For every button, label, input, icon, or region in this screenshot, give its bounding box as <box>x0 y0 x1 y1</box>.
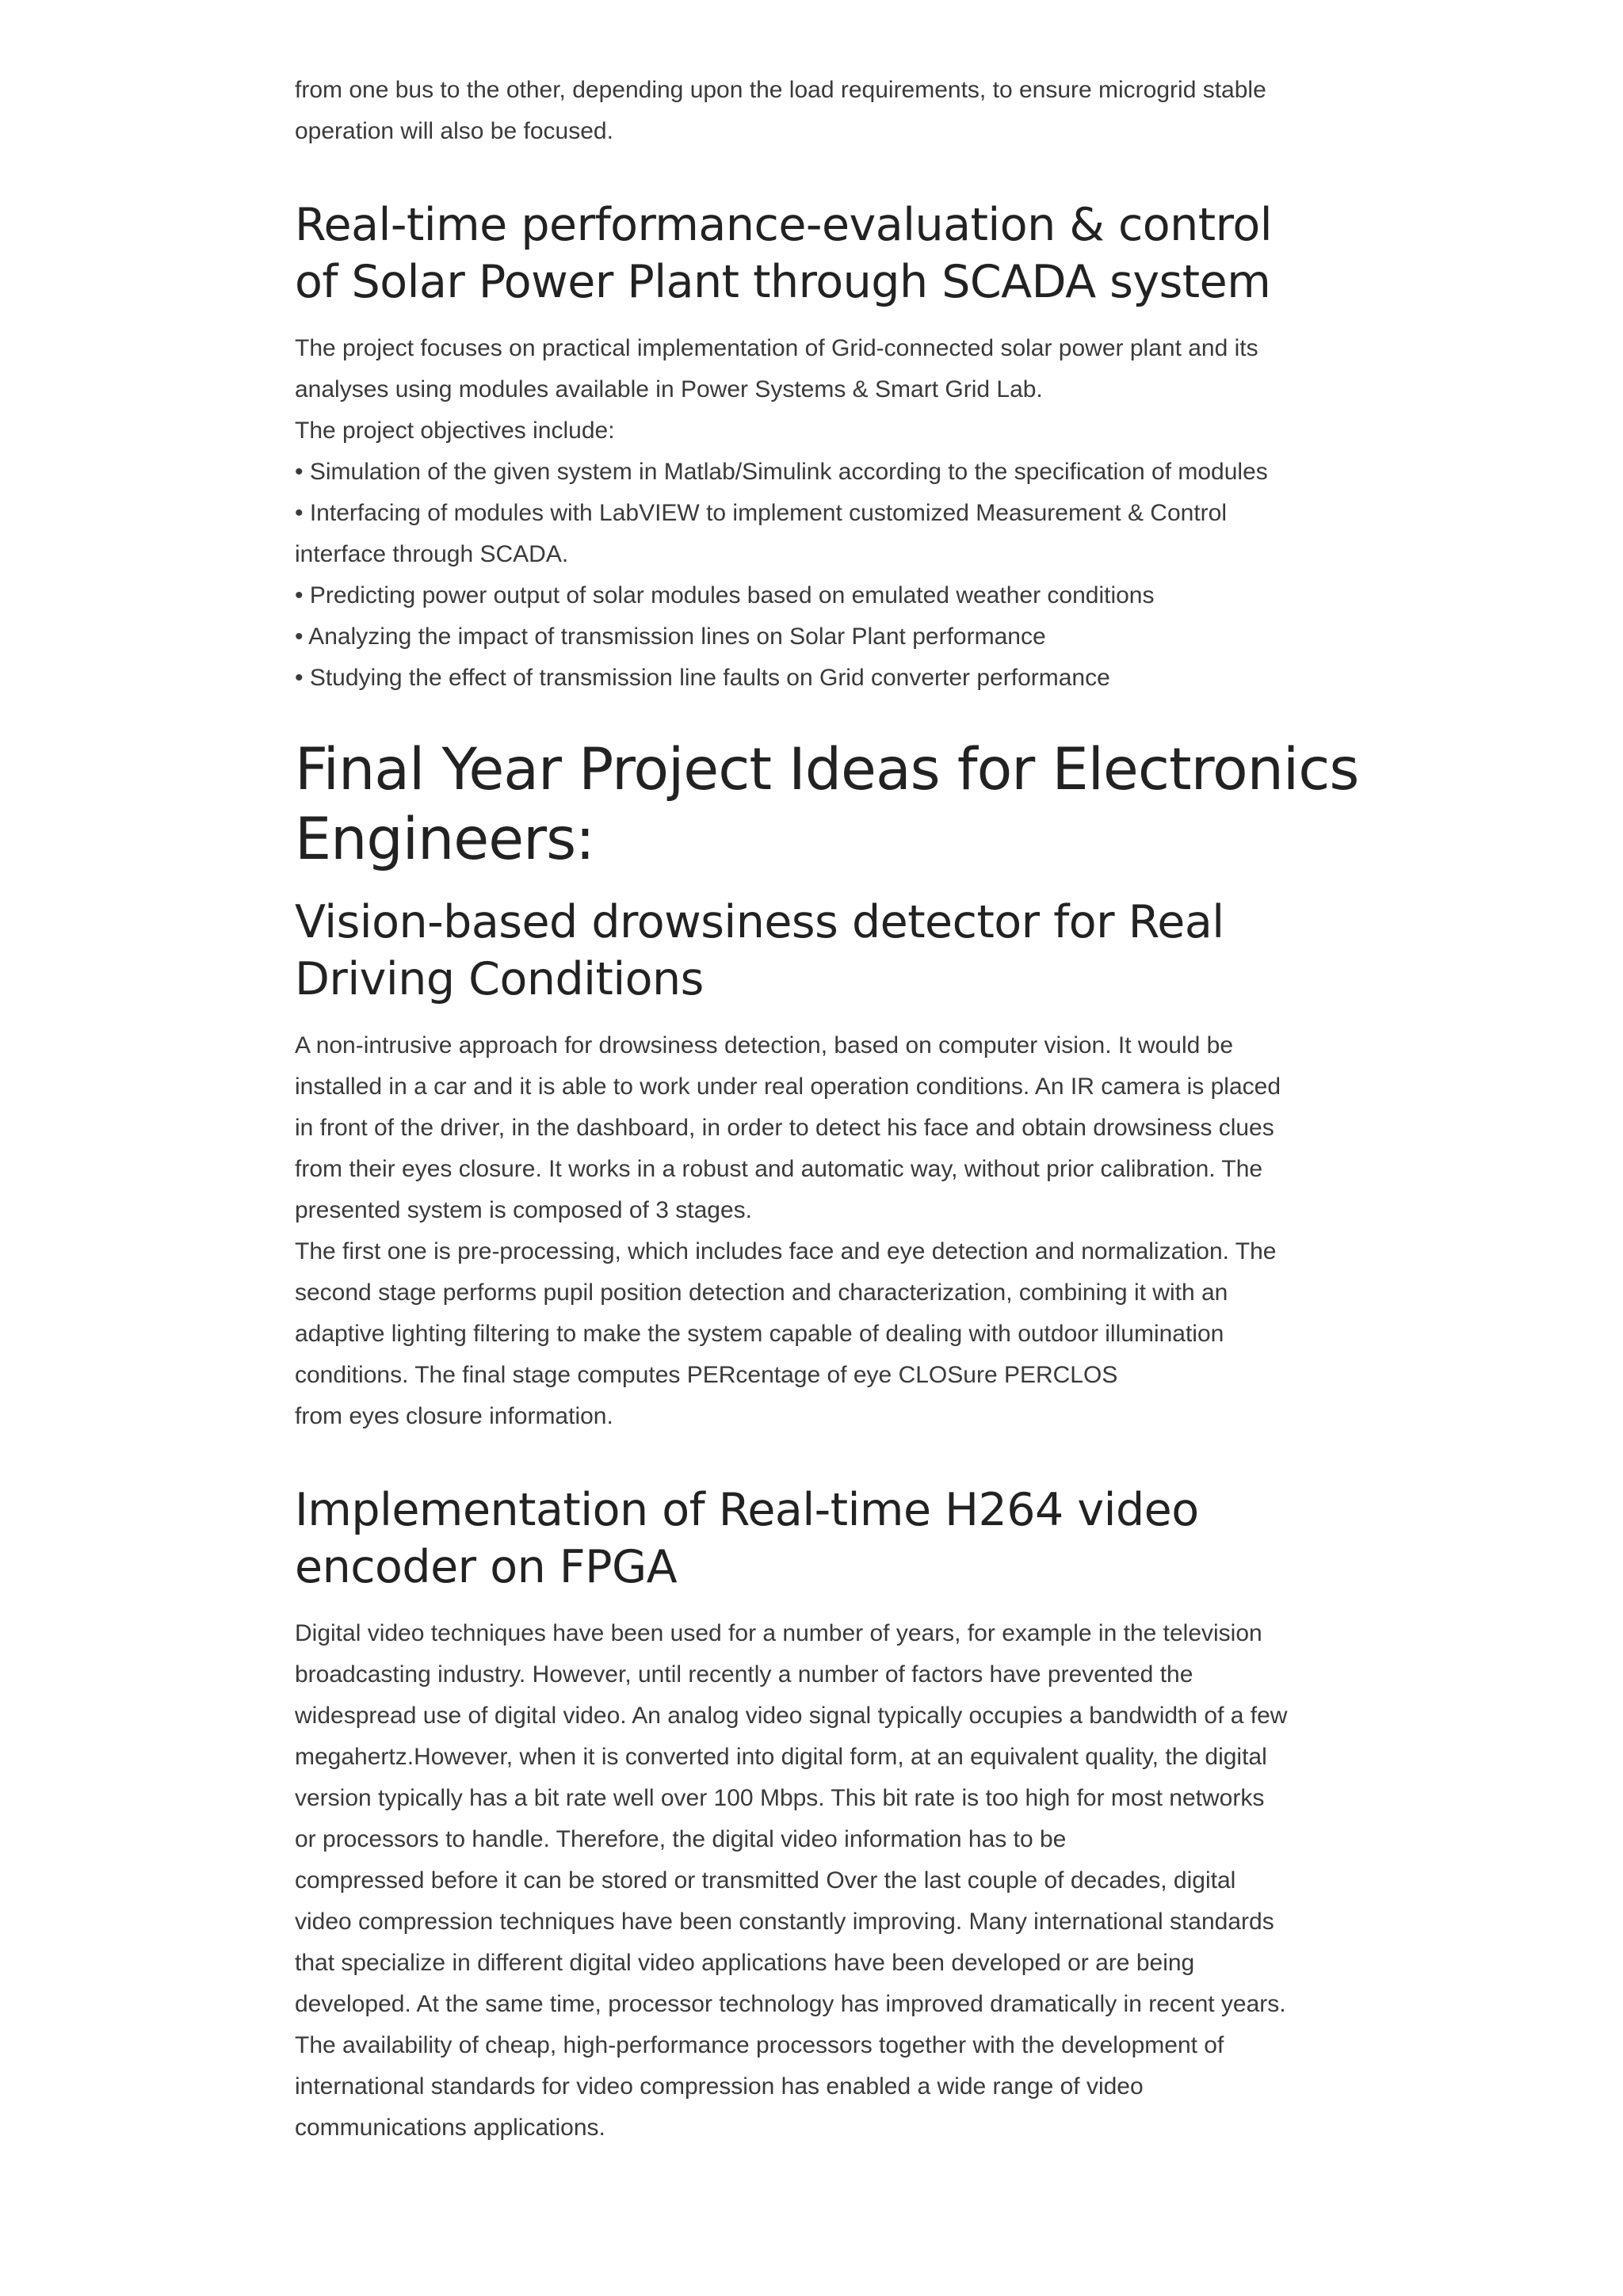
scada-section-body <box>295 328 1357 699</box>
heading-line: Final Year Project Ideas for Electronics <box>295 736 1359 803</box>
bullet-item: • Analyzing the impact of transmission lines on Solar Plant performance <box>295 624 1046 650</box>
text-line: adaptive lighting filtering to make the system capable of dealing with outdoor illumination <box>295 1321 1224 1347</box>
text-line: that specialize in different digital video applications have been developed or are being <box>295 1950 1195 1976</box>
text-line: Digital video techniques have been used for a number of years, for example in the television <box>295 1620 1262 1646</box>
h264-section-heading <box>295 1482 1357 1596</box>
text-line: from their eyes closure. It works in a robust and automatic way, without prior calibration. The <box>295 1156 1263 1182</box>
main-section-heading <box>295 735 1357 875</box>
scada-section-heading <box>295 196 1357 311</box>
heading-line: of Solar Power Plant through SCADA system <box>295 256 1271 308</box>
text-line: megahertz.However, when it is converted into digital form, at an equivalent quality, the digital <box>295 1744 1267 1770</box>
text-line: The first one is pre-processing, which includes face and eye detection and normalization. The <box>295 1238 1277 1264</box>
text-line: developed. At the same time, processor technology has improved dramatically in recent years. <box>295 1991 1286 2017</box>
text-line: in front of the driver, in the dashboard, in order to detect his face and obtain drowsiness clues <box>295 1115 1274 1141</box>
text-line: international standards for video compression has enabled a wide range of video <box>295 2073 1144 2100</box>
text-line: The project focuses on practical implementation of Grid-connected solar power plant and its <box>295 335 1258 361</box>
bullet-item: • Studying the effect of transmission line faults on Grid converter performance <box>295 665 1110 691</box>
text-line: compressed before it can be stored or transmitted Over the last couple of decades, digital <box>295 1867 1236 1894</box>
drowsiness-section-heading <box>295 894 1357 1008</box>
heading-line: encoder on FPGA <box>295 1541 678 1593</box>
text-line: from one bus to the other, depending upon the load requirements, to ensure microgrid stable <box>295 77 1266 103</box>
text-line: broadcasting industry. However, until recently a number of factors have prevented the <box>295 1661 1193 1688</box>
text-line: A non-intrusive approach for drowsiness detection, based on computer vision. It would be <box>295 1032 1234 1058</box>
text-line: communications applications. <box>295 2115 605 2141</box>
text-line: presented system is composed of 3 stages. <box>295 1197 752 1223</box>
text-line: second stage performs pupil position detection and characterization, combining it with an <box>295 1280 1228 1306</box>
heading-line: Engineers: <box>295 806 594 873</box>
text-line: operation will also be focused. <box>295 118 613 144</box>
intro-paragraph <box>295 70 1357 152</box>
text-line: conditions. The final stage computes PERcentage of eye CLOSure PERCLOS <box>295 1362 1118 1388</box>
bullet-item: • Simulation of the given system in Matlab/Simulink according to the specification of modules <box>295 459 1268 485</box>
heading-line: Vision-based drowsiness detector for Real <box>295 896 1224 948</box>
text-line: The availability of cheap, high-performance processors together with the development of <box>295 2032 1224 2058</box>
h264-section-body <box>295 1613 1357 2149</box>
bullet-item: • Interfacing of modules with LabVIEW to implement customized Measurement & Control <box>295 500 1228 526</box>
text-line: interface through SCADA. <box>295 541 569 567</box>
heading-line: Driving Conditions <box>295 953 704 1005</box>
text-line: or processors to handle. Therefore, the digital video information has to be <box>295 1826 1067 1852</box>
bullet-item: • Predicting power output of solar modules based on emulated weather conditions <box>295 582 1155 608</box>
text-line: version typically has a bit rate well over 100 Mbps. This bit rate is too high for most networks <box>295 1785 1265 1811</box>
text-line: The project objectives include: <box>295 418 615 444</box>
heading-line: Implementation of Real-time H264 video <box>295 1484 1199 1536</box>
article-content <box>295 70 1357 2149</box>
heading-line: Real-time performance-evaluation & control <box>295 199 1273 251</box>
text-line: widespread use of digital video. An analog video signal typically occupies a bandwidth of a few <box>295 1703 1288 1729</box>
text-line: from eyes closure information. <box>295 1403 613 1429</box>
text-line: analyses using modules available in Power Systems & Smart Grid Lab. <box>295 376 1043 402</box>
drowsiness-section-body <box>295 1025 1357 1437</box>
text-line: installed in a car and it is able to work under real operation conditions. An IR camera is placed <box>295 1074 1281 1100</box>
text-line: video compression techniques have been constantly improving. Many international standards <box>295 1909 1274 1935</box>
